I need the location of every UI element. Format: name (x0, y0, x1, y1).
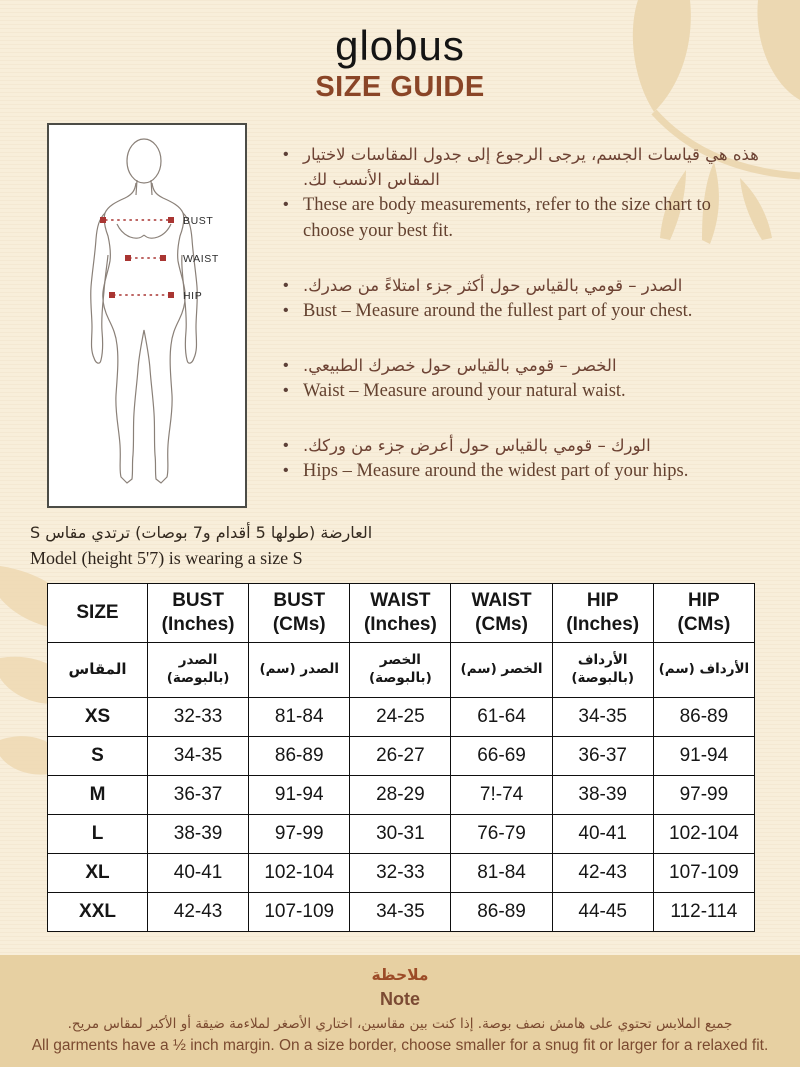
bullet-group (283, 433, 765, 484)
header-waist-cms: WAIST (CMs) (451, 584, 552, 643)
measurement-instructions (283, 142, 765, 513)
table-row-s (48, 737, 755, 776)
table-row-xxl (48, 893, 755, 932)
measurement-cell: 61-64 (451, 698, 552, 737)
header-hip-cms-ar: الأرداف (سم) (653, 643, 754, 698)
measurement-cell: 107-109 (653, 854, 754, 893)
measurement-cell: 86-89 (249, 737, 350, 776)
bullet-dot: • (283, 437, 289, 454)
header-bust-inches-ar: الصدر (بالبوصة) (148, 643, 249, 698)
measurement-cell: 86-89 (653, 698, 754, 737)
header-hip-inches-ar: الأرداف (بالبوصة) (552, 643, 653, 698)
bullet-item-ar (283, 433, 765, 458)
body-measurement-diagram (47, 123, 247, 508)
size-cell: XXL (48, 893, 148, 932)
header-hip-cms: HIP (CMs) (653, 584, 754, 643)
bullet-text-ar: الورك – قومي بالقياس حول أعرض جزء من وركك. (303, 436, 651, 455)
measurement-cell: 34-35 (148, 737, 249, 776)
bullet-group (283, 142, 765, 244)
model-note-english: Model (height 5'7) is wearing a size S (30, 548, 303, 568)
note-title-arabic: ملاحظة (371, 966, 429, 984)
measurement-cell: 81-84 (451, 854, 552, 893)
header-size-ar: المقاس (48, 643, 148, 698)
table-row-l (48, 815, 755, 854)
size-cell: XS (48, 698, 148, 737)
measurement-cell: 24-25 (350, 698, 451, 737)
note-section (0, 955, 800, 1067)
measurement-cell: 86-89 (451, 893, 552, 932)
measurement-cell: 36-37 (552, 737, 653, 776)
header-bust-cms-ar: الصدر (سم) (249, 643, 350, 698)
measurement-cell: 112-114 (653, 893, 754, 932)
note-body-arabic: جميع الملابس تحتوي على هامش نصف بوصة. إذا كنت بين مقاسين، اختاري الأصغر لملاءمة ضيقة أو الأكبر لمقاس مريح. (67, 1016, 733, 1032)
table-row-xl (48, 854, 755, 893)
waist-label: WAIST (183, 253, 219, 265)
measurement-cell: 44-45 (552, 893, 653, 932)
brand-logo: globus (335, 22, 465, 69)
measurement-cell: 26-27 (350, 737, 451, 776)
measurement-cell: 32-33 (148, 698, 249, 737)
measurement-cell: 91-94 (653, 737, 754, 776)
table-header-row-english (48, 584, 755, 643)
bullet-text-en: These are body measurements, refer to the size chart to choose your best fit. (303, 195, 711, 241)
header-bust-inches: BUST (Inches) (148, 584, 249, 643)
bullet-text-en: Hips – Measure around the widest part of your hips. (303, 461, 689, 481)
measurement-cell: 40-41 (552, 815, 653, 854)
size-chart-table (47, 583, 755, 932)
bullet-group (283, 353, 765, 404)
bullet-item-en (283, 458, 765, 484)
header-waist-inches-ar: الخصر (بالبوصة) (350, 643, 451, 698)
page-title: SIZE GUIDE (315, 71, 485, 103)
measurement-cell: 81-84 (249, 698, 350, 737)
table-row-xs (48, 698, 755, 737)
bullet-dot: • (283, 462, 289, 479)
header-hip-inches: HIP (Inches) (552, 584, 653, 643)
header-size: SIZE (48, 584, 148, 643)
measurement-cell: 97-99 (249, 815, 350, 854)
bullet-dot: • (283, 196, 289, 213)
bullet-text-en: Bust – Measure around the fullest part of your chest. (303, 301, 693, 321)
bullet-item-ar (283, 353, 765, 378)
bullet-group (283, 273, 765, 324)
table-header-row-arabic (48, 643, 755, 698)
measurement-cell: 97-99 (653, 776, 754, 815)
measurement-cell: 42-43 (552, 854, 653, 893)
bullet-text-ar: الصدر – قومي بالقياس حول أكثر جزء امتلاءً من صدرك. (303, 276, 683, 295)
measurement-cell: 66-69 (451, 737, 552, 776)
bullet-item-en (283, 378, 765, 404)
header-bust-cms: BUST (CMs) (249, 584, 350, 643)
measurement-cell: 38-39 (148, 815, 249, 854)
bullet-dot: • (283, 146, 289, 163)
measurement-cell: 40-41 (148, 854, 249, 893)
size-cell: M (48, 776, 148, 815)
table-row-m (48, 776, 755, 815)
bullet-text-ar: الخصر – قومي بالقياس حول خصرك الطبيعي. (303, 356, 617, 375)
measurement-cell: 34-35 (552, 698, 653, 737)
measurement-cell: 42-43 (148, 893, 249, 932)
size-cell: XL (48, 854, 148, 893)
bullet-dot: • (283, 302, 289, 319)
measurement-cell: 107-109 (249, 893, 350, 932)
measurement-cell: 38-39 (552, 776, 653, 815)
measurement-cell: 36-37 (148, 776, 249, 815)
bullet-dot: • (283, 382, 289, 399)
model-note-arabic: العارضة (طولها 5 أقدام و7 بوصات) ترتدي مقاس S (30, 523, 373, 542)
measurement-cell: 76-79 (451, 815, 552, 854)
female-figure-illustration (49, 125, 245, 506)
note-title-english: Note (380, 989, 420, 1009)
model-note (30, 520, 510, 571)
measurement-cell: 91-94 (249, 776, 350, 815)
bullet-text-en: Waist – Measure around your natural waist. (303, 381, 626, 401)
measurement-cell: 34-35 (350, 893, 451, 932)
bullet-item-ar (283, 142, 765, 192)
bullet-dot: • (283, 277, 289, 294)
measurement-cell: 28-29 (350, 776, 451, 815)
header-waist-inches: WAIST (Inches) (350, 584, 451, 643)
bust-label: BUST (183, 215, 214, 227)
bullet-item-en (283, 192, 765, 244)
bullet-item-ar (283, 273, 765, 298)
size-cell: L (48, 815, 148, 854)
measurement-cell: 30-31 (350, 815, 451, 854)
bullet-text-ar: هذه هي قياسات الجسم، يرجى الرجوع إلى جدول المقاسات لاختيار المقاس الأنسب لك. (303, 145, 759, 189)
hip-label: HIP (183, 290, 203, 302)
measurement-cell: 7!-74 (451, 776, 552, 815)
header-waist-cms-ar: الخصر (سم) (451, 643, 552, 698)
measurement-cell: 102-104 (249, 854, 350, 893)
measurement-cell: 32-33 (350, 854, 451, 893)
bullet-item-en (283, 298, 765, 324)
measurement-cell: 102-104 (653, 815, 754, 854)
bullet-dot: • (283, 357, 289, 374)
size-cell: S (48, 737, 148, 776)
note-body-english: All garments have a ½ inch margin. On a size border, choose smaller for a snug fit or larger for a relaxed fit. (31, 1037, 769, 1054)
